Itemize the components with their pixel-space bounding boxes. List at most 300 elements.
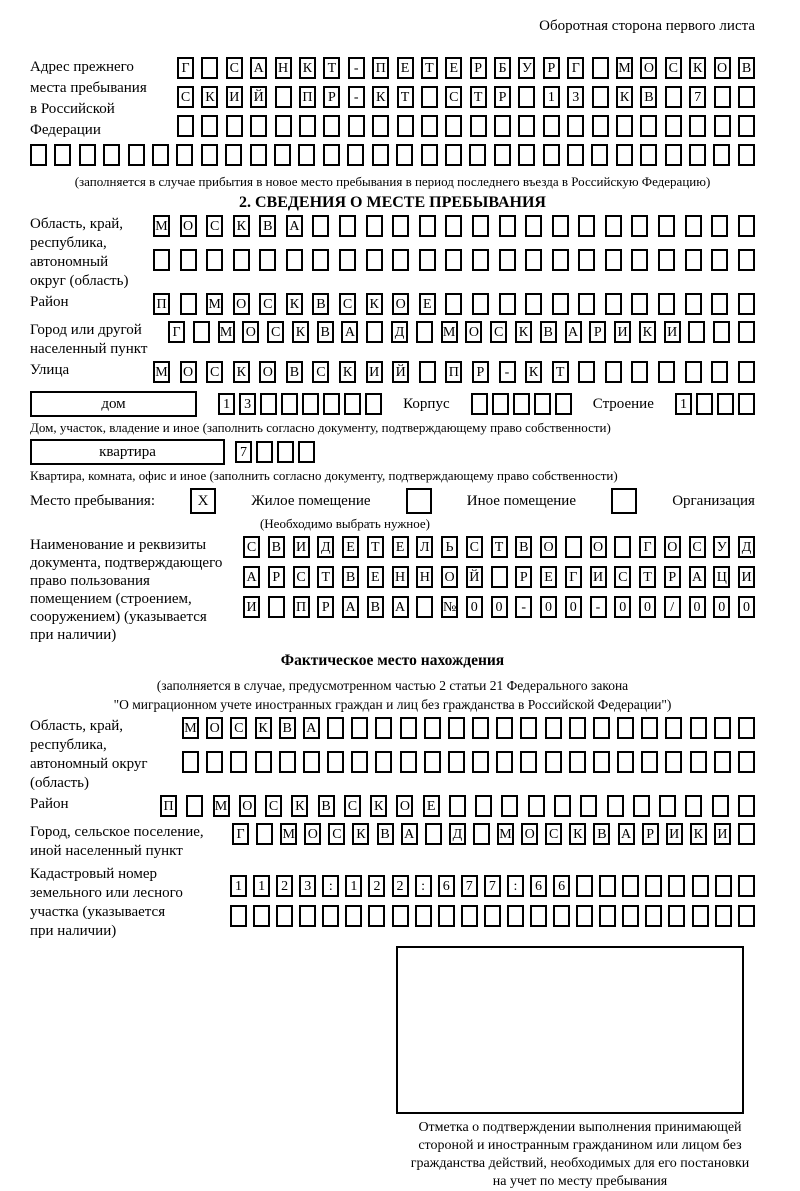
char-cell[interactable]: О	[441, 566, 458, 588]
char-cell[interactable]: А	[618, 823, 635, 845]
char-cell[interactable]: В	[738, 57, 755, 79]
char-cell[interactable]	[715, 875, 732, 897]
char-cell[interactable]: О	[259, 361, 276, 383]
char-cell[interactable]	[592, 86, 609, 108]
char-cell[interactable]: 1	[218, 393, 235, 415]
char-cell[interactable]: Д	[449, 823, 466, 845]
char-cell[interactable]: 0	[639, 596, 656, 618]
char-cell[interactable]: Ц	[713, 566, 730, 588]
char-cell[interactable]: В	[268, 536, 285, 558]
char-cell[interactable]: В	[286, 361, 303, 383]
char-cell[interactable]	[351, 751, 368, 773]
char-cell[interactable]: И	[590, 566, 607, 588]
char-cell[interactable]	[640, 115, 657, 137]
char-cell[interactable]	[685, 215, 702, 237]
char-cell[interactable]	[552, 293, 569, 315]
char-cell[interactable]	[250, 144, 267, 166]
char-cell[interactable]	[525, 249, 542, 271]
char-cell[interactable]: -	[348, 86, 365, 108]
char-cell[interactable]: /	[664, 596, 681, 618]
char-cell[interactable]	[473, 823, 490, 845]
char-cell[interactable]	[470, 115, 487, 137]
char-cell[interactable]: 0	[466, 596, 483, 618]
char-cell[interactable]	[225, 144, 242, 166]
char-cell[interactable]	[738, 795, 755, 817]
char-cell[interactable]	[518, 86, 535, 108]
char-cell[interactable]: 0	[491, 596, 508, 618]
char-cell[interactable]: С	[545, 823, 562, 845]
char-cell[interactable]: К	[639, 321, 656, 343]
char-cell[interactable]	[614, 536, 631, 558]
char-cell[interactable]: К	[339, 361, 356, 383]
char-cell[interactable]	[713, 321, 730, 343]
char-cell[interactable]: В	[317, 321, 334, 343]
char-cell[interactable]: 0	[713, 596, 730, 618]
char-cell[interactable]	[375, 717, 392, 739]
char-cell[interactable]	[711, 361, 728, 383]
char-cell[interactable]: Г	[639, 536, 656, 558]
char-cell[interactable]	[471, 393, 488, 415]
char-cell[interactable]	[513, 393, 530, 415]
char-cell[interactable]: К	[255, 717, 272, 739]
char-cell[interactable]	[327, 751, 344, 773]
char-cell[interactable]	[554, 795, 571, 817]
char-cell[interactable]	[499, 215, 516, 237]
char-cell[interactable]: О	[392, 293, 409, 315]
char-cell[interactable]: А	[341, 321, 358, 343]
char-cell[interactable]	[152, 144, 169, 166]
char-cell[interactable]: Е	[445, 57, 462, 79]
char-cell[interactable]	[738, 293, 755, 315]
char-cell[interactable]: Т	[323, 57, 340, 79]
char-cell[interactable]: П	[445, 361, 462, 383]
char-cell[interactable]: К	[286, 293, 303, 315]
char-cell[interactable]: А	[689, 566, 706, 588]
char-cell[interactable]	[715, 905, 732, 927]
char-cell[interactable]	[250, 115, 267, 137]
char-cell[interactable]: Р	[317, 596, 334, 618]
char-cell[interactable]	[738, 823, 755, 845]
char-cell[interactable]	[421, 144, 438, 166]
char-cell[interactable]: М	[497, 823, 514, 845]
char-cell[interactable]: Т	[470, 86, 487, 108]
char-cell[interactable]	[616, 144, 633, 166]
char-cell[interactable]	[738, 905, 755, 927]
char-cell[interactable]	[605, 361, 622, 383]
char-cell[interactable]: 7	[461, 875, 478, 897]
char-cell[interactable]	[717, 393, 734, 415]
char-cell[interactable]	[738, 393, 755, 415]
char-cell[interactable]	[128, 144, 145, 166]
char-cell[interactable]: Н	[275, 57, 292, 79]
char-cell[interactable]	[201, 144, 218, 166]
char-cell[interactable]	[312, 249, 329, 271]
char-cell[interactable]: И	[226, 86, 243, 108]
char-cell[interactable]: 3	[567, 86, 584, 108]
char-cell[interactable]	[712, 795, 729, 817]
char-cell[interactable]	[645, 905, 662, 927]
char-cell[interactable]	[345, 905, 362, 927]
char-cell[interactable]: Г	[565, 566, 582, 588]
char-cell[interactable]	[578, 293, 595, 315]
char-cell[interactable]: О	[590, 536, 607, 558]
char-cell[interactable]: К	[233, 361, 250, 383]
char-cell[interactable]: К	[372, 86, 389, 108]
char-cell[interactable]: Н	[416, 566, 433, 588]
char-cell[interactable]	[279, 751, 296, 773]
char-cell[interactable]: 0	[614, 596, 631, 618]
char-cell[interactable]	[714, 115, 731, 137]
char-cell[interactable]	[552, 249, 569, 271]
char-cell[interactable]	[711, 293, 728, 315]
char-cell[interactable]: С	[490, 321, 507, 343]
char-cell[interactable]	[738, 144, 755, 166]
char-cell[interactable]: В	[259, 215, 276, 237]
char-cell[interactable]	[543, 115, 560, 137]
char-cell[interactable]	[449, 795, 466, 817]
char-cell[interactable]: И	[714, 823, 731, 845]
char-cell[interactable]	[738, 875, 755, 897]
char-cell[interactable]: Т	[491, 536, 508, 558]
char-cell[interactable]	[153, 249, 170, 271]
char-cell[interactable]: С	[689, 536, 706, 558]
char-cell[interactable]	[461, 905, 478, 927]
char-cell[interactable]	[631, 293, 648, 315]
char-cell[interactable]	[494, 144, 511, 166]
char-cell[interactable]	[492, 393, 509, 415]
char-cell[interactable]	[344, 393, 361, 415]
char-cell[interactable]: Б	[494, 57, 511, 79]
char-cell[interactable]	[193, 321, 210, 343]
char-cell[interactable]: В	[318, 795, 335, 817]
char-cell[interactable]	[400, 717, 417, 739]
char-cell[interactable]	[372, 115, 389, 137]
char-cell[interactable]	[323, 144, 340, 166]
char-cell[interactable]	[275, 86, 292, 108]
char-cell[interactable]	[525, 293, 542, 315]
char-cell[interactable]	[578, 361, 595, 383]
char-cell[interactable]	[692, 875, 709, 897]
char-cell[interactable]: П	[372, 57, 389, 79]
char-cell[interactable]	[230, 905, 247, 927]
char-cell[interactable]	[372, 144, 389, 166]
char-cell[interactable]	[738, 751, 755, 773]
char-cell[interactable]: 7	[689, 86, 706, 108]
char-cell[interactable]	[484, 905, 501, 927]
char-cell[interactable]: В	[367, 596, 384, 618]
char-cell[interactable]	[366, 215, 383, 237]
char-cell[interactable]: П	[153, 293, 170, 315]
char-cell[interactable]: С	[230, 717, 247, 739]
char-cell[interactable]	[201, 115, 218, 137]
char-cell[interactable]: О	[233, 293, 250, 315]
char-cell[interactable]: 1	[543, 86, 560, 108]
char-cell[interactable]	[593, 751, 610, 773]
char-cell[interactable]: М	[213, 795, 230, 817]
char-cell[interactable]	[545, 751, 562, 773]
char-cell[interactable]	[605, 293, 622, 315]
char-cell[interactable]: М	[206, 293, 223, 315]
char-cell[interactable]: О	[304, 823, 321, 845]
char-cell[interactable]	[641, 751, 658, 773]
char-cell[interactable]	[553, 905, 570, 927]
char-cell[interactable]	[659, 795, 676, 817]
char-cell[interactable]: М	[182, 717, 199, 739]
char-cell[interactable]	[658, 215, 675, 237]
char-cell[interactable]	[298, 144, 315, 166]
char-cell[interactable]: П	[160, 795, 177, 817]
char-cell[interactable]	[565, 536, 582, 558]
char-cell[interactable]	[685, 293, 702, 315]
char-cell[interactable]	[416, 321, 433, 343]
char-cell[interactable]: -	[499, 361, 516, 383]
char-cell[interactable]: 0	[689, 596, 706, 618]
char-cell[interactable]	[738, 115, 755, 137]
char-cell[interactable]: И	[666, 823, 683, 845]
char-cell[interactable]: Р	[515, 566, 532, 588]
char-cell[interactable]: 1	[675, 393, 692, 415]
char-cell[interactable]: Г	[567, 57, 584, 79]
char-cell[interactable]	[445, 249, 462, 271]
house-type-box[interactable]: дом	[30, 391, 197, 417]
char-cell[interactable]: И	[738, 566, 755, 588]
char-cell[interactable]	[496, 751, 513, 773]
char-cell[interactable]	[230, 751, 247, 773]
char-cell[interactable]	[711, 249, 728, 271]
char-cell[interactable]: К	[292, 321, 309, 343]
char-cell[interactable]: О	[206, 717, 223, 739]
char-cell[interactable]: 0	[540, 596, 557, 618]
char-cell[interactable]	[494, 115, 511, 137]
char-cell[interactable]: -	[348, 57, 365, 79]
char-cell[interactable]	[438, 905, 455, 927]
char-cell[interactable]	[518, 115, 535, 137]
char-cell[interactable]: Й	[392, 361, 409, 383]
char-cell[interactable]	[599, 905, 616, 927]
char-cell[interactable]	[176, 144, 193, 166]
char-cell[interactable]	[396, 144, 413, 166]
char-cell[interactable]	[256, 823, 273, 845]
char-cell[interactable]	[472, 249, 489, 271]
char-cell[interactable]	[177, 115, 194, 137]
char-cell[interactable]: О	[664, 536, 681, 558]
char-cell[interactable]: К	[366, 293, 383, 315]
char-cell[interactable]	[260, 393, 277, 415]
char-cell[interactable]	[665, 144, 682, 166]
char-cell[interactable]: 1	[253, 875, 270, 897]
char-cell[interactable]: П	[293, 596, 310, 618]
char-cell[interactable]	[545, 717, 562, 739]
char-cell[interactable]	[658, 293, 675, 315]
char-cell[interactable]	[496, 717, 513, 739]
char-cell[interactable]	[299, 905, 316, 927]
char-cell[interactable]: В	[540, 321, 557, 343]
char-cell[interactable]: А	[303, 717, 320, 739]
char-cell[interactable]	[475, 795, 492, 817]
char-cell[interactable]	[665, 751, 682, 773]
char-cell[interactable]	[233, 249, 250, 271]
char-cell[interactable]	[690, 717, 707, 739]
char-cell[interactable]: О	[540, 536, 557, 558]
char-cell[interactable]	[689, 144, 706, 166]
char-cell[interactable]	[689, 115, 706, 137]
char-cell[interactable]: Р	[323, 86, 340, 108]
char-cell[interactable]: М	[616, 57, 633, 79]
char-cell[interactable]	[692, 905, 709, 927]
char-cell[interactable]: А	[401, 823, 418, 845]
char-cell[interactable]: С	[339, 293, 356, 315]
char-cell[interactable]: О	[640, 57, 657, 79]
char-cell[interactable]	[180, 293, 197, 315]
char-cell[interactable]: Т	[397, 86, 414, 108]
char-cell[interactable]: П	[299, 86, 316, 108]
char-cell[interactable]	[592, 57, 609, 79]
char-cell[interactable]	[501, 795, 518, 817]
char-cell[interactable]: С	[466, 536, 483, 558]
char-cell[interactable]	[645, 875, 662, 897]
char-cell[interactable]	[738, 215, 755, 237]
char-cell[interactable]	[520, 717, 537, 739]
char-cell[interactable]: А	[342, 596, 359, 618]
char-cell[interactable]: 7	[235, 441, 252, 463]
char-cell[interactable]	[419, 249, 436, 271]
char-cell[interactable]	[593, 717, 610, 739]
char-cell[interactable]: К	[233, 215, 250, 237]
char-cell[interactable]: О	[180, 215, 197, 237]
char-cell[interactable]	[421, 86, 438, 108]
char-cell[interactable]: 1	[230, 875, 247, 897]
char-cell[interactable]	[366, 249, 383, 271]
char-cell[interactable]	[617, 751, 634, 773]
char-cell[interactable]	[206, 751, 223, 773]
char-cell[interactable]: К	[515, 321, 532, 343]
char-cell[interactable]	[528, 795, 545, 817]
char-cell[interactable]	[286, 249, 303, 271]
char-cell[interactable]	[738, 249, 755, 271]
char-cell[interactable]: И	[243, 596, 260, 618]
apartment-type-box[interactable]: квартира	[30, 439, 225, 465]
char-cell[interactable]	[421, 115, 438, 137]
char-cell[interactable]	[255, 751, 272, 773]
char-cell[interactable]	[276, 905, 293, 927]
char-cell[interactable]: Е	[397, 57, 414, 79]
char-cell[interactable]	[277, 441, 294, 463]
char-cell[interactable]	[400, 751, 417, 773]
char-cell[interactable]	[576, 875, 593, 897]
char-cell[interactable]	[578, 215, 595, 237]
checkbox-inoe[interactable]	[406, 488, 432, 514]
char-cell[interactable]: И	[614, 321, 631, 343]
char-cell[interactable]	[448, 717, 465, 739]
char-cell[interactable]	[182, 751, 199, 773]
char-cell[interactable]: К	[352, 823, 369, 845]
char-cell[interactable]	[685, 795, 702, 817]
char-cell[interactable]: 6	[530, 875, 547, 897]
char-cell[interactable]: -	[515, 596, 532, 618]
char-cell[interactable]	[599, 875, 616, 897]
char-cell[interactable]	[534, 393, 551, 415]
char-cell[interactable]	[578, 249, 595, 271]
char-cell[interactable]	[665, 86, 682, 108]
char-cell[interactable]: О	[465, 321, 482, 343]
char-cell[interactable]	[567, 144, 584, 166]
char-cell[interactable]	[299, 115, 316, 137]
char-cell[interactable]: 0	[738, 596, 755, 618]
char-cell[interactable]	[525, 215, 542, 237]
char-cell[interactable]: 6	[438, 875, 455, 897]
char-cell[interactable]	[592, 115, 609, 137]
char-cell[interactable]	[685, 249, 702, 271]
char-cell[interactable]	[348, 115, 365, 137]
char-cell[interactable]: Т	[421, 57, 438, 79]
char-cell[interactable]	[397, 115, 414, 137]
char-cell[interactable]	[275, 115, 292, 137]
char-cell[interactable]: Е	[540, 566, 557, 588]
char-cell[interactable]	[445, 215, 462, 237]
char-cell[interactable]: С	[312, 361, 329, 383]
char-cell[interactable]	[472, 293, 489, 315]
char-cell[interactable]	[591, 144, 608, 166]
char-cell[interactable]	[580, 795, 597, 817]
char-cell[interactable]	[186, 795, 203, 817]
char-cell[interactable]: М	[153, 361, 170, 383]
char-cell[interactable]	[658, 249, 675, 271]
char-cell[interactable]	[445, 115, 462, 137]
char-cell[interactable]	[302, 393, 319, 415]
char-cell[interactable]	[339, 215, 356, 237]
char-cell[interactable]: А	[286, 215, 303, 237]
char-cell[interactable]: Й	[466, 566, 483, 588]
char-cell[interactable]	[54, 144, 71, 166]
char-cell[interactable]: О	[180, 361, 197, 383]
char-cell[interactable]: А	[392, 596, 409, 618]
char-cell[interactable]: Д	[738, 536, 755, 558]
char-cell[interactable]: Т	[552, 361, 569, 383]
char-cell[interactable]	[253, 905, 270, 927]
char-cell[interactable]	[180, 249, 197, 271]
char-cell[interactable]: С	[293, 566, 310, 588]
char-cell[interactable]: М	[218, 321, 235, 343]
char-cell[interactable]	[368, 905, 385, 927]
char-cell[interactable]: О	[521, 823, 538, 845]
char-cell[interactable]: Т	[367, 536, 384, 558]
char-cell[interactable]	[347, 144, 364, 166]
char-cell[interactable]: С	[328, 823, 345, 845]
char-cell[interactable]	[281, 393, 298, 415]
char-cell[interactable]	[323, 115, 340, 137]
char-cell[interactable]: Е	[392, 536, 409, 558]
char-cell[interactable]: К	[616, 86, 633, 108]
char-cell[interactable]: Н	[392, 566, 409, 588]
char-cell[interactable]	[201, 57, 218, 79]
char-cell[interactable]	[665, 115, 682, 137]
char-cell[interactable]: Е	[367, 566, 384, 588]
char-cell[interactable]: 7	[484, 875, 501, 897]
char-cell[interactable]	[607, 795, 624, 817]
char-cell[interactable]	[424, 751, 441, 773]
char-cell[interactable]: 0	[565, 596, 582, 618]
char-cell[interactable]: В	[515, 536, 532, 558]
char-cell[interactable]: С	[665, 57, 682, 79]
char-cell[interactable]: И	[293, 536, 310, 558]
char-cell[interactable]: 2	[392, 875, 409, 897]
char-cell[interactable]: :	[415, 875, 432, 897]
char-cell[interactable]: Р	[494, 86, 511, 108]
char-cell[interactable]: Г	[232, 823, 249, 845]
char-cell[interactable]	[569, 717, 586, 739]
char-cell[interactable]: В	[377, 823, 394, 845]
char-cell[interactable]	[622, 905, 639, 927]
